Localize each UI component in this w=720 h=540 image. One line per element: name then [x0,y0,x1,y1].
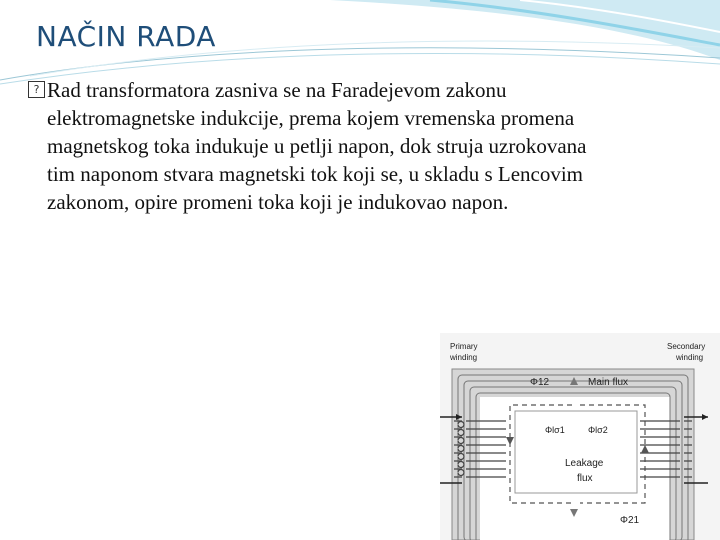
phi-s1-label: Φlσ1 [545,425,565,435]
phi12-label: Φ12 [530,377,550,388]
phi21-label: Φ21 [620,515,640,526]
secondary-label-1: Secondary [667,342,706,351]
placeholder-box-icon: ? [28,81,45,98]
bullet-text: Rad transformatora zasniva se na Faradejevom zakonu elektromagnetske indukcije, prema kojem vremenska promena magnetskog toka indukuje u petlji napon, dok struja uzrokovana tim naponom stvara magnetski tok koji se, u skladu s Lencovim zakonom, opire promeni toka koji je indukovao napon. [47,78,587,214]
leakage-label: Leakage [565,458,604,469]
primary-label-2: winding [450,353,478,362]
transformer-diagram [440,333,720,540]
flux-label: flux [577,473,593,484]
primary-label-1: Primary [450,342,478,351]
phi-s2-label: Φlσ2 [588,425,608,435]
main-flux-label: Main flux [588,377,629,388]
bullet-item [28,76,588,216]
slide-title: NAČIN RADA [36,20,216,53]
secondary-label-2: winding [676,353,704,362]
